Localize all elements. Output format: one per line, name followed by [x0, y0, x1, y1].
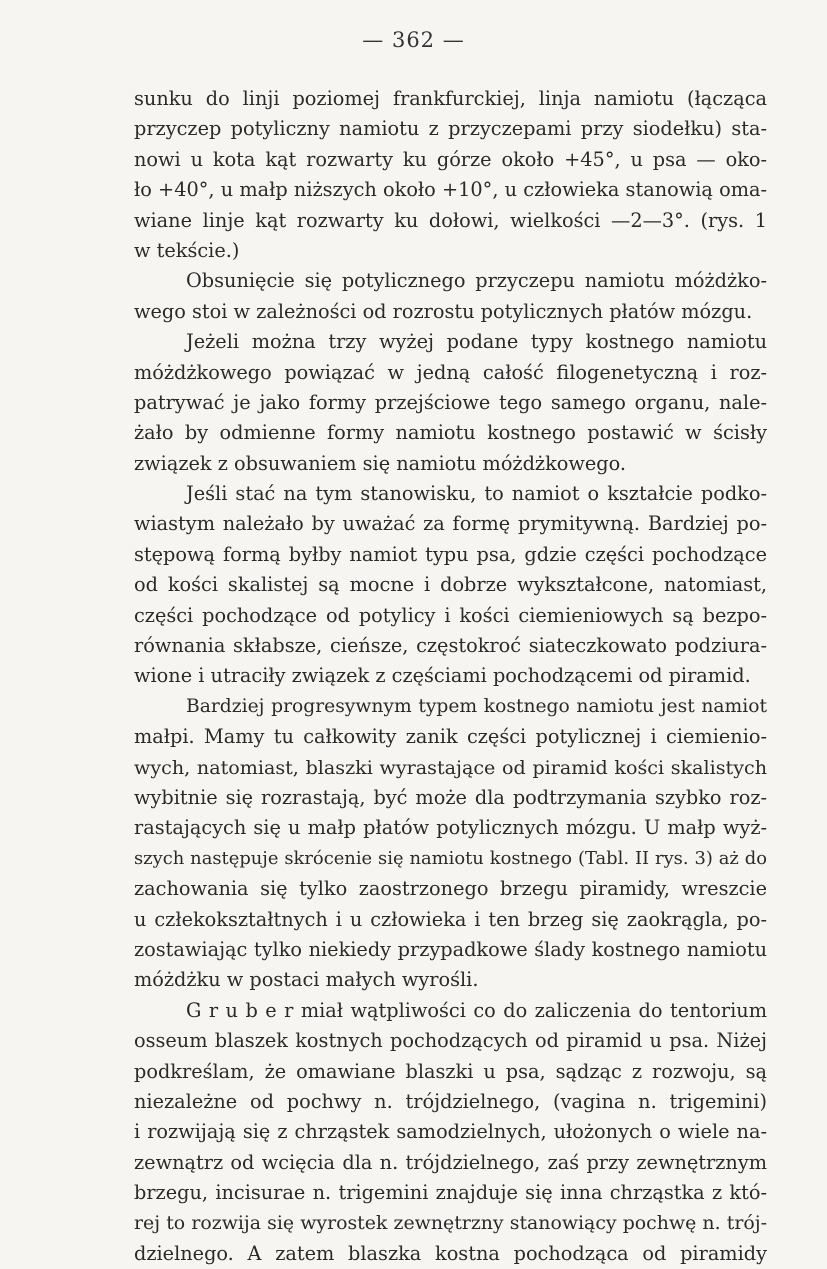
- text-line: dzielnego. A zatem blaszka kostna pochodząca od piramidy: [134, 1241, 767, 1265]
- text-line: rastających się u małp płatów potylicznych mózgu. U małp wyż-: [134, 816, 767, 840]
- text-line: części pochodzące od potylicy i kości ciemieniowych są bezpo-: [134, 603, 767, 627]
- text-line: szych następuje skrócenie się namiotu kostnego (Tabl. II rys. 3) aż do: [134, 847, 767, 869]
- text-line: żało by odmienne formy namiotu kostnego postawić w ścisły: [134, 421, 767, 445]
- text-line: wiastym należało by uważać za formę prymitywną. Bardziej po-: [134, 512, 767, 536]
- text-line: Jeżeli można trzy wyżej podane typy kostnego namiotu: [186, 330, 767, 354]
- text-line: zewnątrz od wcięcia dla n. trójdzielnego, zaś przy zewnętrznym: [134, 1150, 767, 1174]
- text-line: zachowania się tylko zaostrzonego brzegu piramidy, wreszcie: [134, 877, 767, 901]
- text-line: w tekście.): [134, 238, 240, 262]
- text-line: móżdżku w postaci małych wyrośli.: [134, 968, 479, 992]
- text-line: patrywać je jako formy przejściowe tego samego organu, nale-: [134, 390, 767, 414]
- text-line: Jeśli stać na tym stanowisku, to namiot o kształcie podko-: [186, 482, 767, 506]
- text-line: ło +40°, u małp niższych około +10°, u człowieka stanowią oma-: [134, 178, 767, 202]
- page-number: — 362 —: [362, 28, 465, 52]
- text-line: móżdżkowego powiązać w jedną całość filogenetyczną i roz-: [134, 360, 767, 384]
- text-line: stępową formą byłby namiot typu psa, gdzie części pochodzące: [134, 542, 767, 566]
- text-line: brzegu, incisurae n. trigemini znajduje się inna chrząstka z któ-: [134, 1181, 767, 1205]
- text-line: wych, natomiast, blaszki wyrastające od piramid kości skalistych: [134, 755, 767, 779]
- text-line: wybitnie się rozrastają, być może dla podtrzymania szybko roz-: [134, 785, 767, 809]
- text-line: sunku do linji poziomej frankfurckiej, linja namiotu (łącząca: [134, 87, 767, 110]
- text-line: wego stoi w zależności od rozrostu potylicznych płatów mózgu.: [134, 299, 753, 323]
- text-line: wione i utraciły związek z częściami pochodzącemi od piramid.: [134, 664, 751, 688]
- text-line: małpi. Mamy tu całkowity zanik części potylicznej i ciemienio-: [134, 725, 767, 749]
- text-line: przyczep potyliczny namiotu z przyczepami przy siodełku) sta-: [134, 117, 767, 141]
- text-line: od kości skalistej są mocne i dobrze wykształcone, natomiast,: [134, 573, 767, 597]
- text-line: nowi u kota kąt rozwarty ku górze około +45°, u psa — oko-: [134, 147, 767, 171]
- text-line: zostawiając tylko niekiedy przypadkowe ślady kostnego namiotu: [134, 937, 767, 961]
- text-line: u człekokształtnych i u człowieka i ten brzeg się zaokrągla, po-: [134, 907, 767, 931]
- text-line: wiane linje kąt rozwarty ku dołowi, wielkości —2—3°. (rys. 1: [134, 208, 767, 232]
- text-line: równania skłabsze, cieńsze, częstokroć siateczkowato podziura-: [134, 634, 767, 658]
- text-line: osseum blaszek kostnych pochodzących od piramid u psa. Niżej: [134, 1029, 767, 1053]
- text-line: związek z obsuwaniem się namiotu móżdżkowego.: [134, 451, 627, 475]
- text-line: rej to rozwija się wyrostek zewnętrzny stanowiący pochwę n. trój-: [134, 1212, 767, 1235]
- text-line: podkreślam, że omawiane blaszki u psa, sądząc z rozwoju, są: [134, 1059, 767, 1083]
- text-line: Obsunięcie się potylicznego przyczepu namiotu móżdżko-: [186, 269, 767, 293]
- text-line: G r u b e r miał wątpliwości co do zaliczenia do tentorium: [186, 998, 767, 1022]
- text-line: i rozwijają się z chrząstek samodzielnych, ułożonych o wiele na-: [134, 1120, 767, 1144]
- body-text: [134, 84, 767, 1269]
- text-line: niezależne od pochwy n. trójdzielnego, (vagina n. trigemini): [134, 1089, 767, 1113]
- text-line: Bardziej progresywnym typem kostnego namiotu jest namiot: [186, 695, 767, 717]
